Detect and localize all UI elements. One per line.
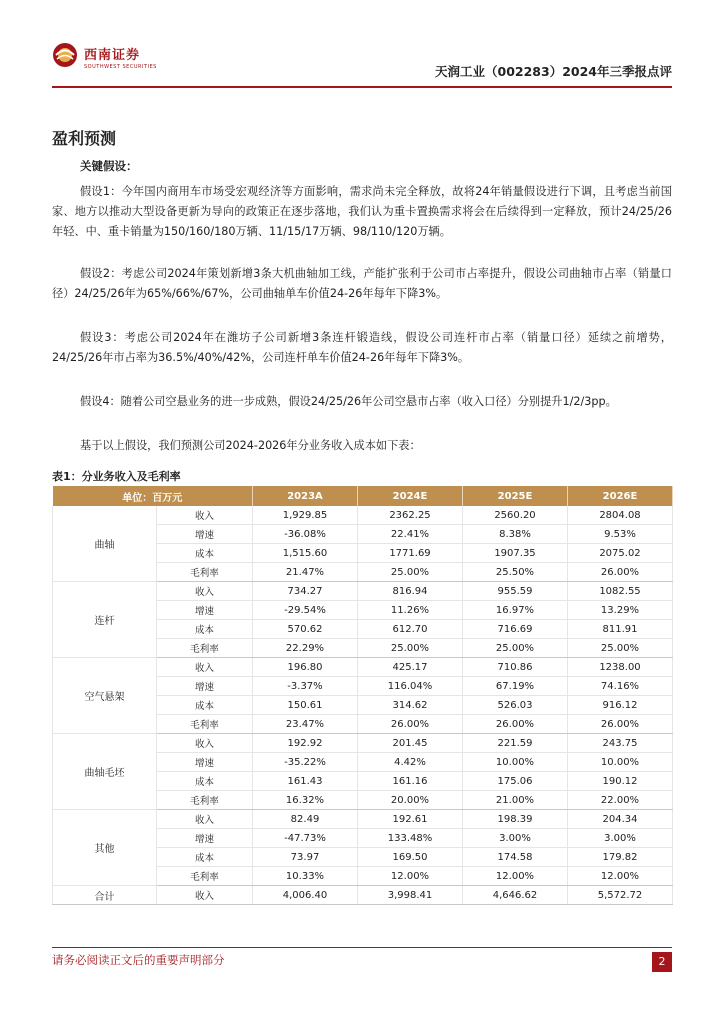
value-cell: 3.00% bbox=[463, 829, 568, 848]
value-cell: 1,929.85 bbox=[253, 506, 358, 525]
metric-label: 增速 bbox=[157, 677, 253, 696]
logo-emblem-icon bbox=[52, 42, 78, 68]
value-cell: 11.26% bbox=[358, 601, 463, 620]
value-cell: 12.00% bbox=[463, 867, 568, 886]
value-cell: 816.94 bbox=[358, 582, 463, 601]
value-cell: 25.00% bbox=[463, 639, 568, 658]
table-header-2023a: 2023A bbox=[253, 486, 358, 506]
value-cell: 13.29% bbox=[568, 601, 673, 620]
value-cell: 3,998.41 bbox=[358, 886, 463, 905]
metric-label: 毛利率 bbox=[157, 791, 253, 810]
value-cell: 25.00% bbox=[358, 639, 463, 658]
value-cell: 174.58 bbox=[463, 848, 568, 867]
table-header-unit: 单位：百万元 bbox=[53, 486, 253, 506]
metric-label: 成本 bbox=[157, 544, 253, 563]
metric-label: 收入 bbox=[157, 658, 253, 677]
segment-label: 曲轴毛坯 bbox=[53, 734, 157, 810]
metric-label: 增速 bbox=[157, 601, 253, 620]
value-cell: 16.97% bbox=[463, 601, 568, 620]
value-cell: 23.47% bbox=[253, 715, 358, 734]
table-row bbox=[53, 734, 673, 753]
segment-label: 曲轴 bbox=[53, 506, 157, 582]
metric-label: 毛利率 bbox=[157, 715, 253, 734]
value-cell: 12.00% bbox=[358, 867, 463, 886]
value-cell: 570.62 bbox=[253, 620, 358, 639]
value-cell: 612.70 bbox=[358, 620, 463, 639]
value-cell: 4,646.62 bbox=[463, 886, 568, 905]
value-cell: 198.39 bbox=[463, 810, 568, 829]
assumption-paragraph-1: 假设1：今年国内商用车市场受宏观经济等方面影响，需求尚未完全释放，故将24年销量假设进行下调，且考虑当前国家、地方以推动大型设备更新为导向的政策正在逐步落地，我们认为重卡置换需求将会在后续得到一定释放，预计24/25/26年轻、中、重卡销量为150/160/180万辆、11/15/17万辆、98/110/120万辆。 bbox=[52, 185, 672, 238]
metric-label: 增速 bbox=[157, 829, 253, 848]
value-cell: 10.00% bbox=[463, 753, 568, 772]
value-cell: 74.16% bbox=[568, 677, 673, 696]
value-cell: 192.92 bbox=[253, 734, 358, 753]
value-cell: -47.73% bbox=[253, 829, 358, 848]
footer-divider bbox=[52, 947, 672, 948]
value-cell: 175.06 bbox=[463, 772, 568, 791]
metric-label: 收入 bbox=[157, 582, 253, 601]
value-cell: 190.12 bbox=[568, 772, 673, 791]
value-cell: 21.00% bbox=[463, 791, 568, 810]
value-cell: 314.62 bbox=[358, 696, 463, 715]
table-row bbox=[53, 582, 673, 601]
value-cell: 9.53% bbox=[568, 525, 673, 544]
footer-disclaimer: 请务必阅读正文后的重要声明部分 bbox=[52, 953, 225, 967]
key-assumptions-label: 关键假设： bbox=[80, 159, 138, 173]
section-title: 盈利预测 bbox=[52, 129, 117, 148]
logo-chinese-text: 西南证券 bbox=[84, 48, 141, 63]
metric-label: 成本 bbox=[157, 848, 253, 867]
value-cell: 161.16 bbox=[358, 772, 463, 791]
metric-label: 成本 bbox=[157, 620, 253, 639]
value-cell: 811.91 bbox=[568, 620, 673, 639]
value-cell: 716.69 bbox=[463, 620, 568, 639]
metric-label: 收入 bbox=[157, 506, 253, 525]
value-cell: 161.43 bbox=[253, 772, 358, 791]
value-cell: 4,006.40 bbox=[253, 886, 358, 905]
value-cell: 73.97 bbox=[253, 848, 358, 867]
value-cell: 10.33% bbox=[253, 867, 358, 886]
metric-label: 收入 bbox=[157, 810, 253, 829]
forecast-intro-paragraph: 基于以上假设，我们预测公司2024-2026年分业务收入成本如下表： bbox=[80, 439, 421, 452]
value-cell: 10.00% bbox=[568, 753, 673, 772]
segment-label: 合计 bbox=[53, 886, 157, 905]
value-cell: 526.03 bbox=[463, 696, 568, 715]
assumption-paragraph-2: 假设2：考虑公司2024年策划新增3条大机曲轴加工线，产能扩张利于公司市占率提升，假设公司曲轴市占率（销量口径）24/25/26年为65%/66%/67%，公司曲轴单车价值24-26年每年下降3%。 bbox=[52, 267, 672, 300]
value-cell: 2075.02 bbox=[568, 544, 673, 563]
segment-label: 其他 bbox=[53, 810, 157, 886]
metric-label: 毛利率 bbox=[157, 867, 253, 886]
page-number: 2 bbox=[652, 952, 672, 972]
value-cell: 169.50 bbox=[358, 848, 463, 867]
value-cell: 22.00% bbox=[568, 791, 673, 810]
table-row bbox=[53, 658, 673, 677]
value-cell: -3.37% bbox=[253, 677, 358, 696]
value-cell: 150.61 bbox=[253, 696, 358, 715]
metric-label: 毛利率 bbox=[157, 563, 253, 582]
value-cell: 8.38% bbox=[463, 525, 568, 544]
value-cell: 22.41% bbox=[358, 525, 463, 544]
segment-label: 空气悬架 bbox=[53, 658, 157, 734]
assumption-paragraph-4: 假设4：随着公司空悬业务的进一步成熟，假设24/25/26年公司空悬市占率（收入口径）分别提升1/2/3pp。 bbox=[80, 395, 617, 408]
segment-label: 连杆 bbox=[53, 582, 157, 658]
value-cell: 204.34 bbox=[568, 810, 673, 829]
value-cell: 1238.00 bbox=[568, 658, 673, 677]
value-cell: 25.50% bbox=[463, 563, 568, 582]
value-cell: 2362.25 bbox=[358, 506, 463, 525]
value-cell: 25.00% bbox=[568, 639, 673, 658]
value-cell: 734.27 bbox=[253, 582, 358, 601]
metric-label: 成本 bbox=[157, 772, 253, 791]
value-cell: 196.80 bbox=[253, 658, 358, 677]
logo-english-text: SOUTHWEST SECURITIES bbox=[84, 64, 157, 70]
table-header-2024e: 2024E bbox=[358, 486, 463, 506]
value-cell: 26.00% bbox=[463, 715, 568, 734]
value-cell: 26.00% bbox=[568, 563, 673, 582]
value-cell: 179.82 bbox=[568, 848, 673, 867]
value-cell: 4.42% bbox=[358, 753, 463, 772]
revenue-margin-table bbox=[52, 486, 673, 905]
assumption-paragraph-3: 假设3：考虑公司2024年在潍坊子公司新增3条连杆锻造线，假设公司连杆市占率（销量口径）延续之前增势，24/25/26年市占率为36.5%/40%/42%，公司连杆单车价值24-26年每年下降3%。 bbox=[52, 331, 672, 364]
header-divider bbox=[52, 86, 672, 88]
value-cell: 67.19% bbox=[463, 677, 568, 696]
table-row bbox=[53, 810, 673, 829]
value-cell: 221.59 bbox=[463, 734, 568, 753]
value-cell: 133.48% bbox=[358, 829, 463, 848]
value-cell: 243.75 bbox=[568, 734, 673, 753]
metric-label: 增速 bbox=[157, 753, 253, 772]
value-cell: 955.59 bbox=[463, 582, 568, 601]
value-cell: 82.49 bbox=[253, 810, 358, 829]
table-header-row bbox=[53, 486, 673, 506]
page-header bbox=[52, 38, 672, 86]
table-body bbox=[53, 506, 673, 905]
metric-label: 毛利率 bbox=[157, 639, 253, 658]
value-cell: 425.17 bbox=[358, 658, 463, 677]
value-cell: 21.47% bbox=[253, 563, 358, 582]
value-cell: 16.32% bbox=[253, 791, 358, 810]
value-cell: 1907.35 bbox=[463, 544, 568, 563]
metric-label: 成本 bbox=[157, 696, 253, 715]
value-cell: -36.08% bbox=[253, 525, 358, 544]
report-title: 天润工业（002283）2024年三季报点评 bbox=[435, 64, 672, 79]
value-cell: 12.00% bbox=[568, 867, 673, 886]
value-cell: 1082.55 bbox=[568, 582, 673, 601]
value-cell: 5,572.72 bbox=[568, 886, 673, 905]
value-cell: -29.54% bbox=[253, 601, 358, 620]
value-cell: 20.00% bbox=[358, 791, 463, 810]
value-cell: 25.00% bbox=[358, 563, 463, 582]
table-caption: 表1：分业务收入及毛利率 bbox=[52, 470, 181, 483]
metric-label: 收入 bbox=[157, 734, 253, 753]
value-cell: 192.61 bbox=[358, 810, 463, 829]
value-cell: 116.04% bbox=[358, 677, 463, 696]
company-logo bbox=[52, 42, 162, 78]
metric-label: 收入 bbox=[157, 886, 253, 905]
value-cell: -35.22% bbox=[253, 753, 358, 772]
metric-label: 增速 bbox=[157, 525, 253, 544]
value-cell: 3.00% bbox=[568, 829, 673, 848]
value-cell: 1771.69 bbox=[358, 544, 463, 563]
value-cell: 26.00% bbox=[358, 715, 463, 734]
value-cell: 201.45 bbox=[358, 734, 463, 753]
value-cell: 2804.08 bbox=[568, 506, 673, 525]
value-cell: 710.86 bbox=[463, 658, 568, 677]
table-header-2025e: 2025E bbox=[463, 486, 568, 506]
table-row bbox=[53, 506, 673, 525]
value-cell: 2560.20 bbox=[463, 506, 568, 525]
value-cell: 22.29% bbox=[253, 639, 358, 658]
value-cell: 916.12 bbox=[568, 696, 673, 715]
value-cell: 1,515.60 bbox=[253, 544, 358, 563]
value-cell: 26.00% bbox=[568, 715, 673, 734]
table-header-2026e: 2026E bbox=[568, 486, 673, 506]
table-row bbox=[53, 886, 673, 905]
